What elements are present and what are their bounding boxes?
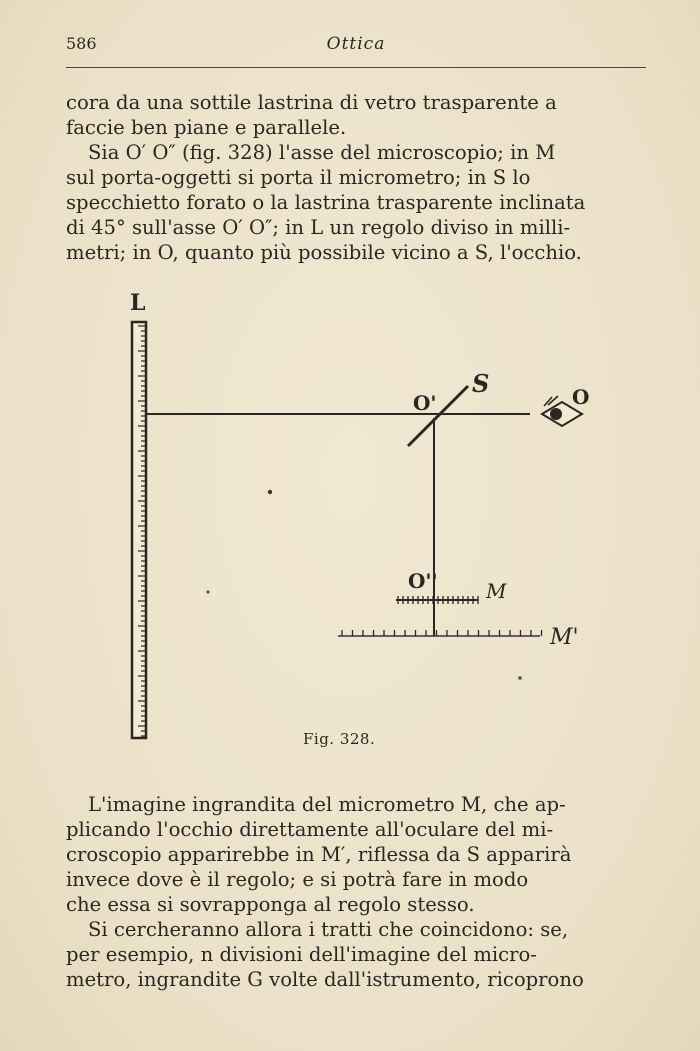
- label-O2: O'': [408, 569, 438, 593]
- text-line: Sia O′ O″ (fig. 328) l'asse del microscopio; in M: [88, 141, 556, 164]
- page-header: [66, 34, 646, 56]
- text-line: L'imagine ingrandita del micrometro M, che ap-: [88, 793, 566, 816]
- text-line: cora da una sottile lastrina di vetro trasparente a: [66, 91, 557, 114]
- print-speck: [268, 490, 272, 494]
- label-O1: O': [413, 391, 437, 415]
- text-line: Si cercheranno allora i tratti che coincidono: se,: [88, 918, 569, 941]
- paragraph-4: [66, 917, 644, 992]
- image-ticks: [342, 630, 542, 636]
- paragraph-2: [66, 140, 644, 265]
- text-line: che essa si sovrapponga al regolo stesso.: [66, 893, 475, 916]
- text-line: invece dove è il regolo; e si potrà fare in modo: [66, 868, 529, 891]
- text-line: specchietto forato o la lastrina trasparente inclinata: [66, 191, 586, 214]
- print-speck: [206, 590, 209, 593]
- paragraph-3: [66, 792, 644, 917]
- microscope-setup-diagram: [100, 280, 620, 760]
- label-M: M: [486, 579, 507, 603]
- header-rule: [66, 67, 646, 68]
- label-M1: M': [550, 625, 579, 650]
- text-line: faccie ben piane e parallele.: [66, 116, 347, 139]
- text-line: per esempio, n divisioni dell'imagine del micro-: [66, 943, 537, 966]
- page-number: 586: [66, 34, 97, 53]
- figure-328-diagram: [100, 280, 620, 760]
- print-speck: [518, 676, 522, 680]
- text-line: croscopio apparirebbe in M′, riflessa da S apparirà: [66, 843, 572, 866]
- text-line: di 45° sull'asse O′ O″; in L un regolo diviso in milli-: [66, 216, 571, 239]
- text-line: metro, ingrandite G volte dall'istrumento, ricoprono: [66, 968, 584, 991]
- figure-caption: Fig. 328.: [303, 730, 376, 748]
- label-O: O: [572, 385, 590, 409]
- paragraph-1: [66, 90, 644, 140]
- text-line: sul porta-oggetti si porta il micrometro; in S lo: [66, 166, 531, 189]
- text-line: plicando l'occhio direttamente all'oculare del mi-: [66, 818, 554, 841]
- running-title: Ottica: [326, 34, 386, 54]
- label-L: L: [130, 290, 146, 316]
- label-S: S: [472, 369, 490, 398]
- text-line: metri; in O, quanto più possibile vicino a S, l'occhio.: [66, 241, 582, 264]
